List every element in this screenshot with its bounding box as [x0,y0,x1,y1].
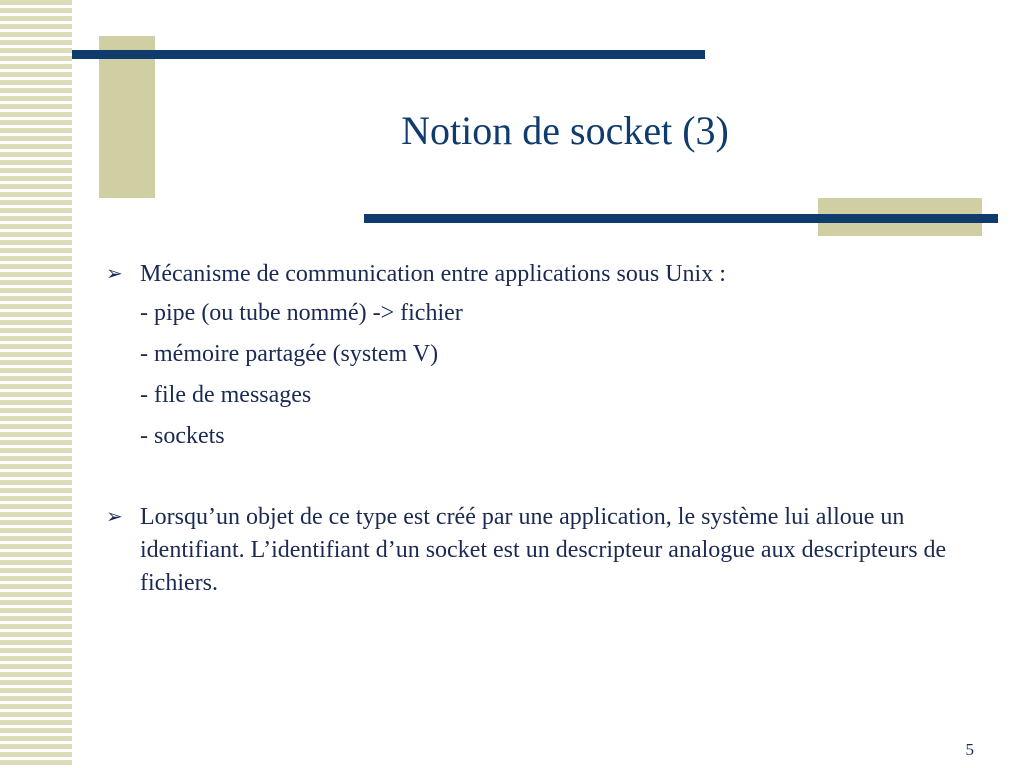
bullet-text: Lorsqu’un objet de ce type est créé par une application, le système lui alloue un identifiant. L’identifiant d’un socket est un descripteur analogue aux descripteurs de fichiers. [140,504,947,596]
sub-item-shared-memory: - mémoire partagée (system V) [140,341,439,367]
title-underline [364,214,998,223]
slide-content [104,258,954,600]
top-accent-line [72,50,705,59]
sub-item-pipe: - pipe (ou tube nommé) -> fichier [140,300,463,326]
bullet-item-1 [104,258,954,291]
bullet-spacer [104,457,954,501]
slide-title: Notion de socket (3) [401,108,729,153]
slide-number: 5 [965,740,974,759]
arrow-bullet-icon: ➢ [106,506,123,528]
left-stripe-decoration [0,0,72,768]
sub-item-sockets: - sockets [140,423,225,449]
sub-item-message-queue: - file de messages [140,382,312,408]
top-accent-block [99,36,155,198]
bullet-text: Mécanisme de communication entre applications sous Unix : [140,261,726,287]
bullet-item-2 [104,501,954,600]
arrow-bullet-icon: ➢ [106,263,123,285]
